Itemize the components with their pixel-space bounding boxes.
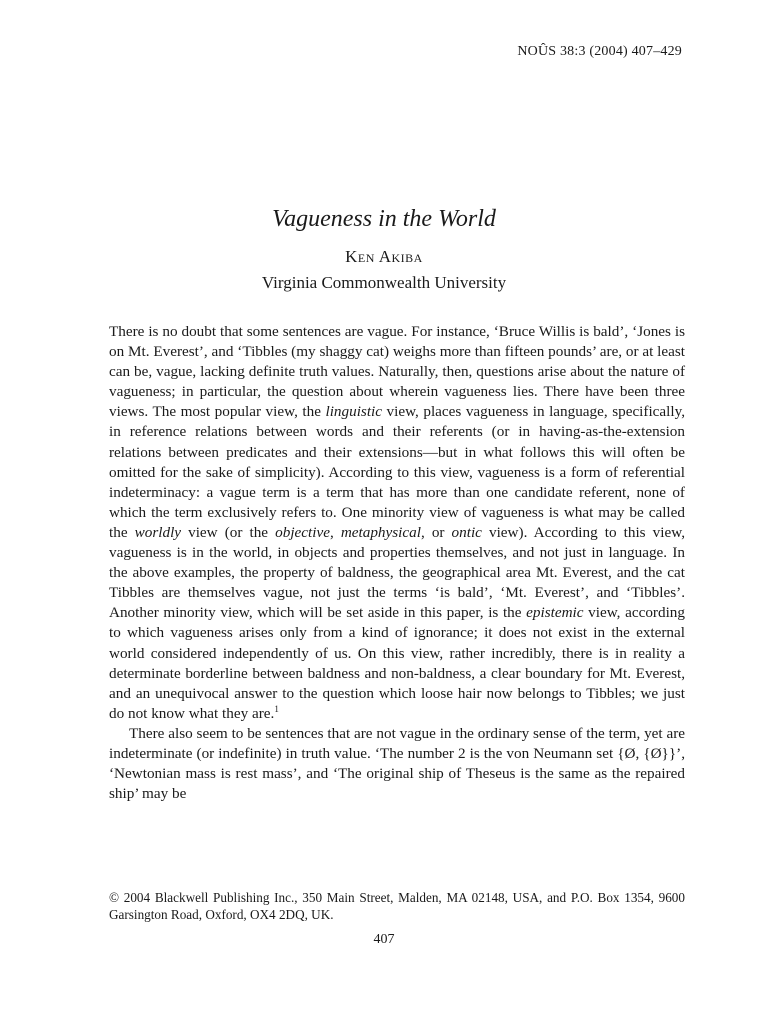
journal-reference: NOÛS 38:3 (2004) 407–429	[517, 44, 682, 59]
article-body	[109, 322, 685, 804]
copyright-notice: © 2004 Blackwell Publishing Inc., 350 Main Street, Malden, MA 02148, USA, and P.O. Box 1354, 9600 Garsington Road, Oxford, OX4 2DQ, UK.	[109, 890, 685, 922]
text-run: view (or the	[181, 523, 276, 541]
title-block	[0, 206, 768, 293]
text-run: view, places vagueness in language, specifically, in reference relations between words and their referents (or in having-as-the-extension relations between predicates and their extensions—but in what follows this will often be omitted for the sake of simplicity). According to this view, vagueness is a form of referential indeterminacy: a vague term is a term that has more than one candidate referent, none of which the term exclusively refers to. One minority view of vagueness is what may be called the	[109, 403, 686, 541]
author-name: Ken Akiba	[345, 247, 423, 266]
text-run: , or	[420, 523, 452, 541]
footnote-marker[interactable]: 1	[274, 703, 279, 714]
text-run: ,	[329, 523, 341, 541]
emphasis-ontic: ontic	[451, 523, 482, 541]
article-title: Vagueness in the World	[272, 206, 496, 232]
text-run: view, according to which vagueness arises only from a kind of ignorance; it does not exist in the external world considered independently of us. On this view, rather incredibly, there is in reality a determinate borderline between baldness and non-baldness, a clear boundary for Mt. Everest, and an unequivocal answer to the question which loose hair now belongs to Tibbles; we just do not know what they are.	[109, 604, 685, 722]
paragraph-1	[109, 322, 685, 724]
emphasis-worldly: worldly	[134, 523, 182, 541]
emphasis-metaphysical: metaphysical	[340, 523, 421, 541]
emphasis-epistemic: epistemic	[526, 604, 584, 622]
author-affiliation: Virginia Commonwealth University	[261, 273, 507, 292]
text-run: view). According to this view, vagueness is in the world, in objects and properties themselves, and not just in language. In the above examples, the property of baldness, the geographical area Mt. Everest, and the cat Tibbles are themselves vague, not just the terms ‘is bald’, ‘Mt. Everest’, and ‘Tibbles’. Another minority view, which will be set aside in this paper, is the	[109, 523, 685, 622]
paragraph-2: There also seem to be sentences that are not vague in the ordinary sense of the term, yet are indeterminate (or indefinite) in truth value. ‘The number 2 is the von Neumann set {Ø, {Ø}}’, ‘Newtonian mass is rest mass’, and ‘The original ship of Theseus is the same as the repaired ship’ may be	[109, 724, 685, 803]
emphasis-linguistic: linguistic	[325, 403, 382, 421]
emphasis-objective: objective	[275, 523, 330, 541]
text-run: There is no doubt that some sentences are vague. For instance, ‘Bruce Willis is bald’, ‘Jones is on Mt. Everest’, and ‘Tibbles (my shaggy cat) weighs more than fifteen pounds’ are, or at least can be, vague, lacking definite truth values. Naturally, then, questions arise about the nature of vagueness; in particular, the question about wherein vagueness lies. There have been three views. The most popular view, the	[109, 323, 685, 421]
page-number: 407	[373, 932, 395, 947]
